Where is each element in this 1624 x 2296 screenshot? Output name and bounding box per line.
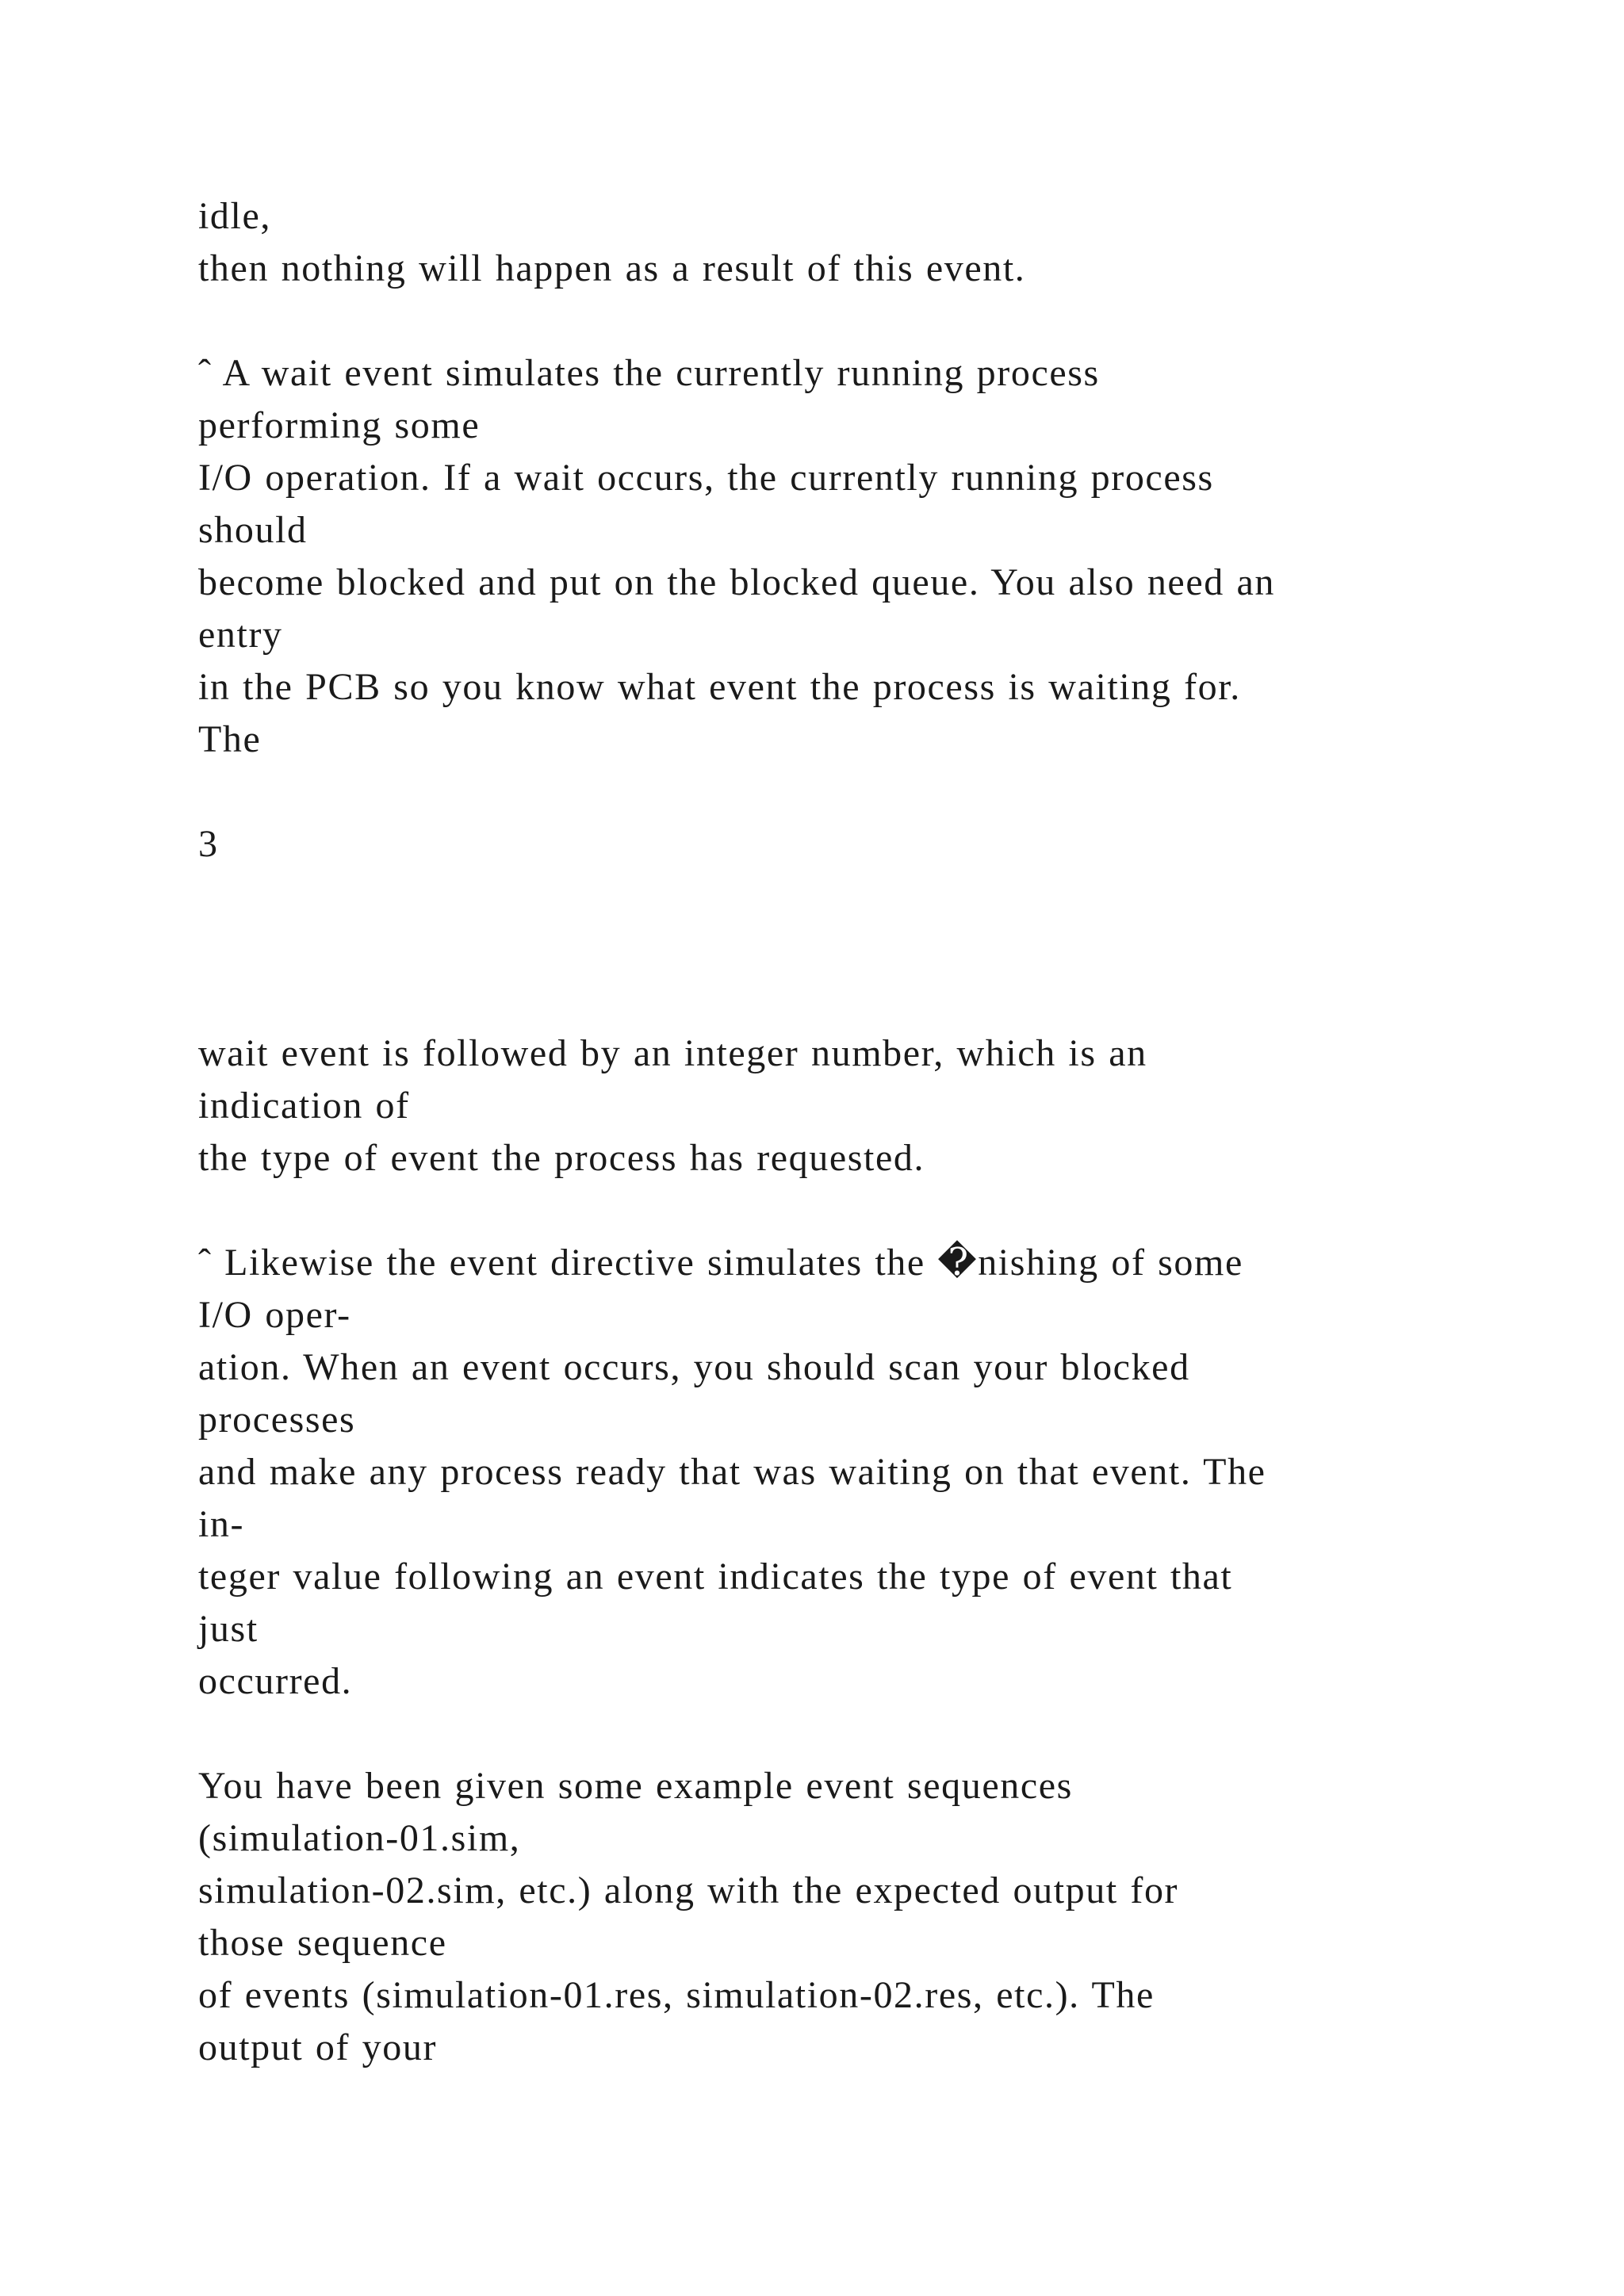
text-line: entry <box>198 614 283 656</box>
text-line: performing some <box>198 404 481 446</box>
text-line: simulation-02.sim, etc.) along with the expected output for <box>198 1869 1179 1911</box>
document-body-text <box>198 190 1546 2074</box>
blank-line <box>198 766 1546 818</box>
text-line: I/O operation. If a wait occurs, the currently running process <box>198 457 1214 499</box>
text-line: and make any process ready that was waiting on that event. The <box>198 1451 1266 1493</box>
text-line: should <box>198 509 308 551</box>
text-line: in- <box>198 1503 245 1545</box>
text-line: the type of event the process has requested. <box>198 1137 925 1179</box>
text-line: output of your <box>198 2026 438 2068</box>
text-line: ation. When an event occurs, you should scan your blocked <box>198 1346 1190 1388</box>
text-line: idle, <box>198 195 271 237</box>
text-line: then nothing will happen as a result of this event. <box>198 247 1026 289</box>
text-line: just <box>198 1608 259 1650</box>
blank-line <box>198 975 1546 1027</box>
text-line: processes <box>198 1399 356 1441</box>
text-line: ˆ Likewise the event directive simulates the �nishing of some <box>198 1242 1243 1284</box>
text-line: indication of <box>198 1085 410 1127</box>
text-line: teger value following an event indicates the type of event that <box>198 1556 1233 1598</box>
text-line: in the PCB so you know what event the process is waiting for. <box>198 666 1241 708</box>
blank-line <box>198 923 1546 975</box>
text-line: wait event is followed by an integer number, which is an <box>198 1032 1147 1074</box>
blank-line <box>198 295 1546 347</box>
text-line: those sequence <box>198 1922 447 1964</box>
text-line: (simulation-01.sim, <box>198 1817 521 1859</box>
text-line: become blocked and put on the blocked queue. You also need an <box>198 561 1275 603</box>
blank-line <box>198 871 1546 923</box>
text-line: occurred. <box>198 1660 353 1702</box>
text-line: I/O oper- <box>198 1294 351 1336</box>
text-line: The <box>198 718 262 760</box>
text-line: You have been given some example event sequences <box>198 1765 1073 1807</box>
blank-line <box>198 1708 1546 1760</box>
page-number: 3 <box>198 823 219 865</box>
text-line: of events (simulation-01.res, simulation-02.res, etc.). The <box>198 1974 1155 2016</box>
blank-line <box>198 1184 1546 1237</box>
text-line: ˆ A wait event simulates the currently running process <box>198 352 1100 394</box>
